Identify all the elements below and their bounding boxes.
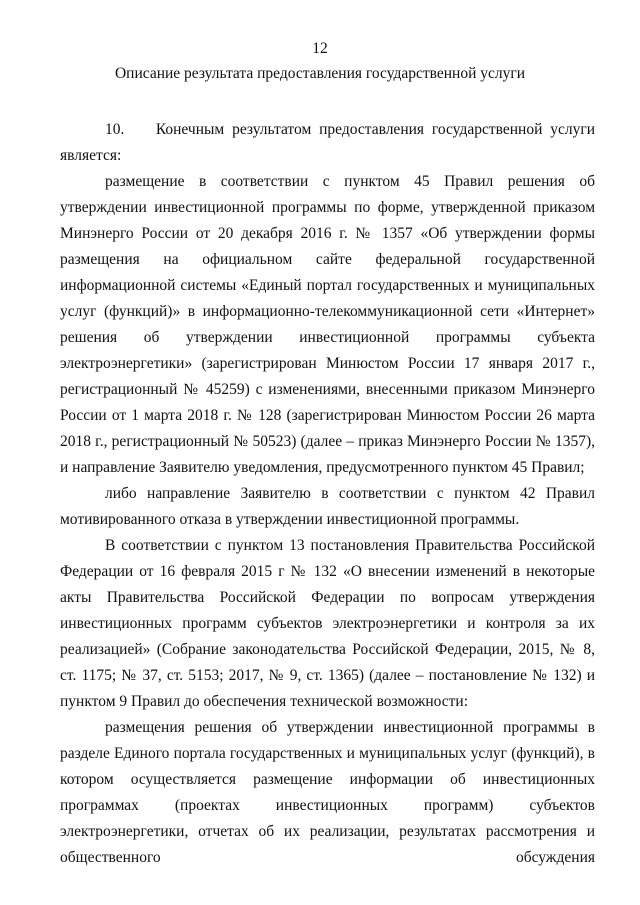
- paragraph-block: [60, 715, 595, 871]
- paragraph-block: [60, 169, 595, 481]
- paragraph-block: [60, 533, 595, 715]
- paragraph-5: размещения решения об утверждении инвестиционной программы в разделе Единого портала государственных и муниципальных услуг (функций), в котором осуществляется размещение информации об инвестиционных программах (проектах инвестиционных программ) субъектов электроэнергетики, отчетах об их реализации, результатах рассмотрения и общественного обсуждения: [60, 719, 595, 866]
- paragraph-block: [60, 117, 595, 169]
- paragraph-1: 10. Конечным результатом предоставления государственной услуги является:: [60, 121, 595, 164]
- paragraph-4: В соответствии с пунктом 13 постановления Правительства Российской Федерации от 16 февраля 2015 г № 132 «О внесении изменений в некоторые акты Правительства Российской Федерации по вопросам утверждения инвестиционных программ субъектов электроэнергетики и контроля за их реализацией» (Собрание законодательства Российской Федерации, 2015, № 8, ст. 1175; № 37, ст. 5153; 2017, № 9, ст. 1365) (далее – постановление № 132) и пунктом 9 Правил до обеспечения технической возможности:: [60, 537, 595, 710]
- paragraph-block: [60, 481, 595, 533]
- page-number: 12: [312, 40, 328, 57]
- paragraph-3: либо направление Заявителю в соответствии с пунктом 42 Правил мотивированного отказа в утверждении инвестиционной программы.: [60, 485, 595, 528]
- section-title: Описание результата предоставления государственной услуги: [114, 65, 526, 82]
- paragraph-2: размещение в соответствии с пунктом 45 Правил решения об утверждении инвестиционной программы по форме, утвержденной приказом Минэнерго России от 20 декабря 2016 г. № 1357 «Об утверждении формы размещения на официальном сайте федеральной государственной информационной системы «Единый портал государственных и муниципальных услуг (функций)» в информационно-телекоммуникационной сети «Интернет» решения об утверждении инвестиционной программы субъекта электроэнергетики» (зарегистрирован Минюстом России 17 января 2017 г., регистрационный № 45259) с изменениями, внесенными приказом Минэнерго России от 1 марта 2018 г. № 128 (зарегистрирован Минюстом России 26 марта 2018 г., регистрационный № 50523) (далее – приказ Минэнерго России № 1357), и направление Заявителю уведомления, предусмотренного пунктом 45 Правил;: [60, 173, 595, 476]
